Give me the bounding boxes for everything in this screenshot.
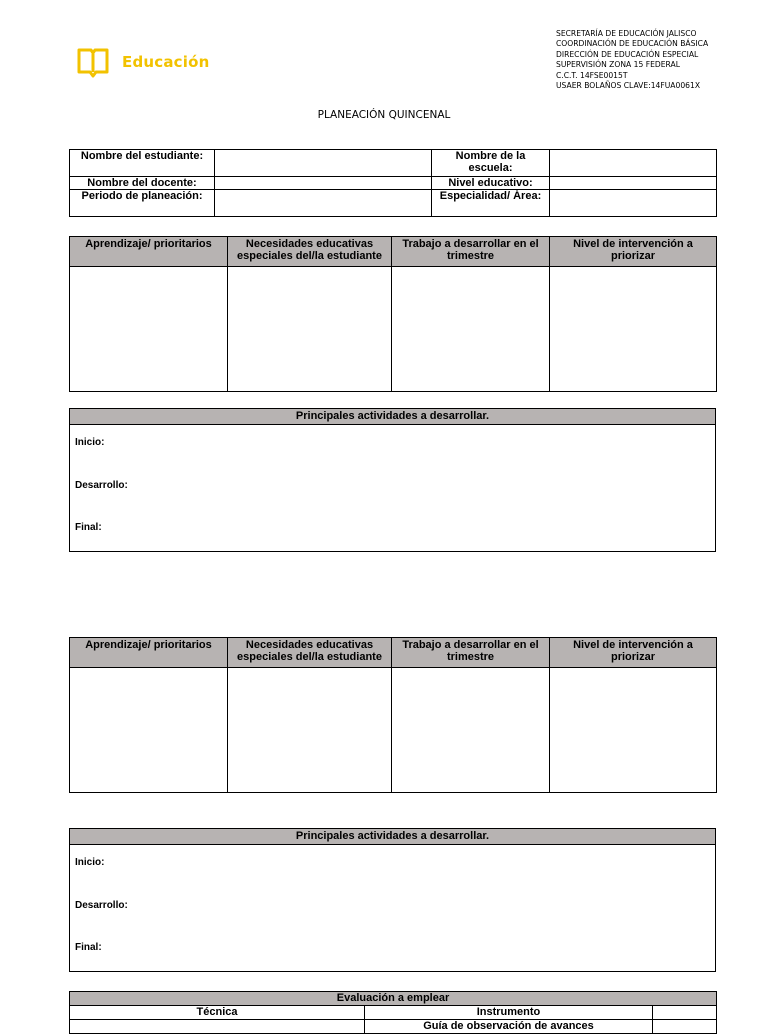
header-line: SECRETARÍA DE EDUCACIÓN JALISCO: [556, 29, 697, 38]
intervention-header: Nivel de intervención a priorizar: [550, 638, 717, 668]
teacher-name-field[interactable]: [215, 177, 432, 190]
school-name-field[interactable]: [550, 150, 717, 177]
needs-header: Necesidades educativas especiales del/la estudiante: [228, 638, 392, 668]
school-name-label: Nombre de la escuela:: [432, 150, 550, 177]
activities-table-2: [69, 828, 716, 972]
education-level-label: Nivel educativo:: [432, 177, 550, 190]
activities-table-1: [69, 408, 716, 552]
activities-cell[interactable]: [70, 845, 716, 972]
inicio-label: Inicio:: [75, 437, 105, 448]
evaluation-header: Evaluación a emplear: [70, 992, 717, 1006]
institution-header: [556, 29, 708, 91]
planning-period-field[interactable]: [215, 190, 432, 217]
work-header: Trabajo a desarrollar en el trimestre: [392, 237, 550, 267]
needs-cell[interactable]: [228, 668, 392, 793]
intervention-header: Nivel de intervención a priorizar: [550, 237, 717, 267]
learning-header: Aprendizaje/ prioritarios: [70, 638, 228, 668]
student-name-field[interactable]: [215, 150, 432, 177]
header-line: USAER BOLAÑOS CLAVE:14FUA0061X: [556, 81, 701, 91]
learning-grid-2: [69, 637, 717, 793]
header-line: C.C.T. 14FSE0015T: [556, 70, 628, 80]
header-line: SUPERVISIÓN ZONA 15 FEDERAL: [556, 60, 680, 70]
desarrollo-label: Desarrollo:: [75, 480, 128, 491]
final-label: Final:: [75, 522, 102, 533]
student-info-table: [69, 149, 717, 217]
header-line: COORDINACIÓN DE EDUCACIÓN BÁSICA: [556, 39, 709, 49]
evaluation-table: [69, 991, 717, 1034]
instrument-cell[interactable]: Guía de observación de avances: [365, 1020, 653, 1034]
instrument-check-cell[interactable]: [653, 1020, 717, 1034]
technique-header: Técnica: [70, 1006, 365, 1020]
work-cell[interactable]: [392, 267, 550, 392]
activities-header: Principales actividades a desarrollar.: [70, 829, 716, 845]
specialty-field[interactable]: [550, 190, 717, 217]
education-level-field[interactable]: [550, 177, 717, 190]
needs-cell[interactable]: [228, 267, 392, 392]
logo: [76, 46, 210, 78]
student-name-label: Nombre del estudiante:: [70, 150, 215, 177]
page-title: PLANEACIÓN QUINCENAL: [317, 109, 451, 121]
learning-header: Aprendizaje/ prioritarios: [70, 237, 228, 267]
intervention-cell[interactable]: [550, 668, 717, 793]
planning-period-label: Periodo de planeación:: [70, 190, 215, 217]
desarrollo-label: Desarrollo:: [75, 900, 128, 911]
activities-header: Principales actividades a desarrollar.: [70, 409, 716, 425]
work-cell[interactable]: [392, 668, 550, 793]
activities-cell[interactable]: [70, 425, 716, 552]
inicio-label: Inicio:: [75, 857, 105, 868]
learning-cell[interactable]: [70, 668, 228, 793]
work-header: Trabajo a desarrollar en el trimestre: [392, 638, 550, 668]
learning-grid-1: [69, 236, 717, 392]
technique-cell[interactable]: [70, 1020, 365, 1034]
logo-text: Educación: [122, 53, 210, 71]
instrument-header: Instrumento: [365, 1006, 653, 1020]
book-icon: [76, 46, 110, 78]
needs-header: Necesidades educativas especiales del/la estudiante: [228, 237, 392, 267]
teacher-name-label: Nombre del docente:: [70, 177, 215, 190]
specialty-label: Especialidad/ Área:: [432, 190, 550, 217]
instrument-extra-header: [653, 1006, 717, 1020]
intervention-cell[interactable]: [550, 267, 717, 392]
header-line: DIRECCIÓN DE EDUCACIÓN ESPECIAL: [556, 49, 699, 59]
final-label: Final:: [75, 942, 102, 953]
learning-cell[interactable]: [70, 267, 228, 392]
